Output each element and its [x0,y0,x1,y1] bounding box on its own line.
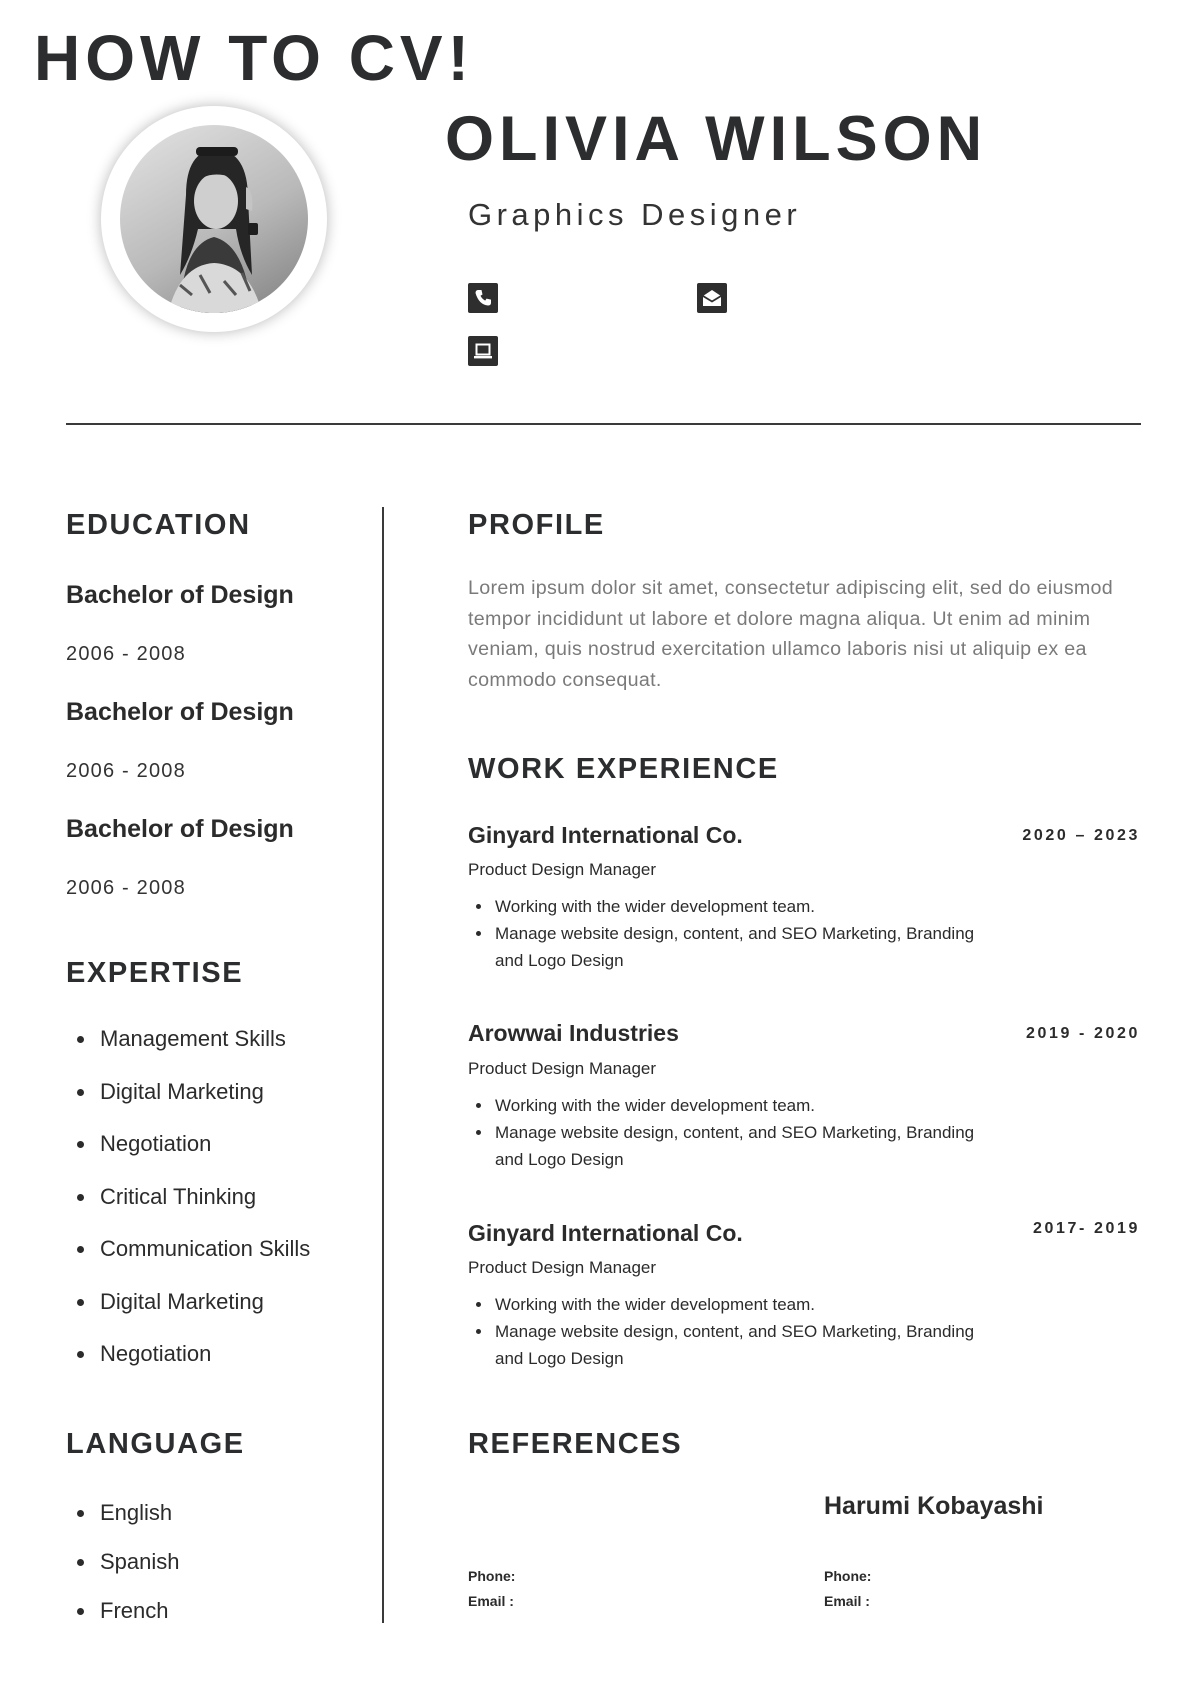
job-duty: Manage website design, content, and SEO Marketing, Branding and Logo Design [468,1119,988,1173]
job-company: Arowwai Industries [468,1020,679,1046]
language-item: Spanish [66,1537,376,1586]
avatar-portrait-image [120,125,308,313]
job-title: Product Design Manager [468,860,657,879]
education-years: 2006 - 2008 [66,760,186,782]
expertise-item: Management Skills [66,1013,376,1066]
job-duties [468,1291,988,1372]
education-degree: Bachelor of Design [66,815,294,843]
job-period: 2017- 2019 [1033,1220,1140,1237]
language-list [66,1488,376,1635]
job-duty: Working with the wider development team. [468,893,988,920]
education-degree: Bachelor of Design [66,698,294,726]
profile-text: Lorem ipsum dolor sit amet, consectetur adipiscing elit, sed do eiusmod tempor incididunt ut labore et dolore magna aliqua. Ut enim ad minim veniam, quis nostrud exercitation ullamco laboris nisi ut aliquip ex ea commodo consequat. [468,577,1114,691]
phone-icon [468,283,498,313]
expertise-item: Digital Marketing [66,1066,376,1119]
language-item: French [66,1586,376,1635]
job-company: Ginyard International Co. [468,822,743,848]
avatar [120,125,308,313]
profile-heading: PROFILE [468,509,605,541]
job-duty: Working with the wider development team. [468,1092,988,1119]
job-title: Product Design Manager [468,1258,657,1277]
references-heading: REFERENCES [468,1428,683,1460]
language-item: English [66,1488,376,1537]
brand-title: HOW TO CV! [34,22,474,94]
candidate-role: Graphics Designer [468,197,802,232]
expertise-item: Digital Marketing [66,1276,376,1329]
expertise-item: Negotiation [66,1118,376,1171]
job-duties [468,1092,988,1173]
job-duties [468,893,988,974]
education-years: 2006 - 2008 [66,643,186,665]
language-heading: LANGUAGE [66,1428,245,1460]
job-company: Ginyard International Co. [468,1220,743,1246]
reference-email-label: Email : [468,1593,514,1609]
laptop-icon [468,336,498,366]
job-duty: Manage website design, content, and SEO Marketing, Branding and Logo Design [468,920,988,974]
expertise-heading: EXPERTISE [66,957,244,989]
education-degree: Bachelor of Design [66,581,294,609]
email-icon [697,283,727,313]
header-divider [66,423,1141,425]
reference-email-label: Email : [824,1593,870,1609]
reference-phone-label: Phone: [824,1568,872,1584]
reference-phone-label: Phone: [468,1568,516,1584]
candidate-name: OLIVIA WILSON [445,104,988,174]
work-heading: WORK EXPERIENCE [468,753,779,785]
expertise-item: Communication Skills [66,1223,376,1276]
expertise-item: Critical Thinking [66,1171,376,1224]
job-duty: Manage website design, content, and SEO Marketing, Branding and Logo Design [468,1318,988,1372]
job-duty: Working with the wider development team. [468,1291,988,1318]
job-title: Product Design Manager [468,1059,657,1078]
expertise-list [66,1013,376,1381]
education-years: 2006 - 2008 [66,877,186,899]
job-period: 2020 – 2023 [1022,827,1140,844]
education-heading: EDUCATION [66,509,251,541]
job-period: 2019 - 2020 [1025,1025,1140,1042]
column-divider [382,507,384,1623]
expertise-item: Negotiation [66,1328,376,1381]
reference-name: Harumi Kobayashi [824,1492,1044,1520]
